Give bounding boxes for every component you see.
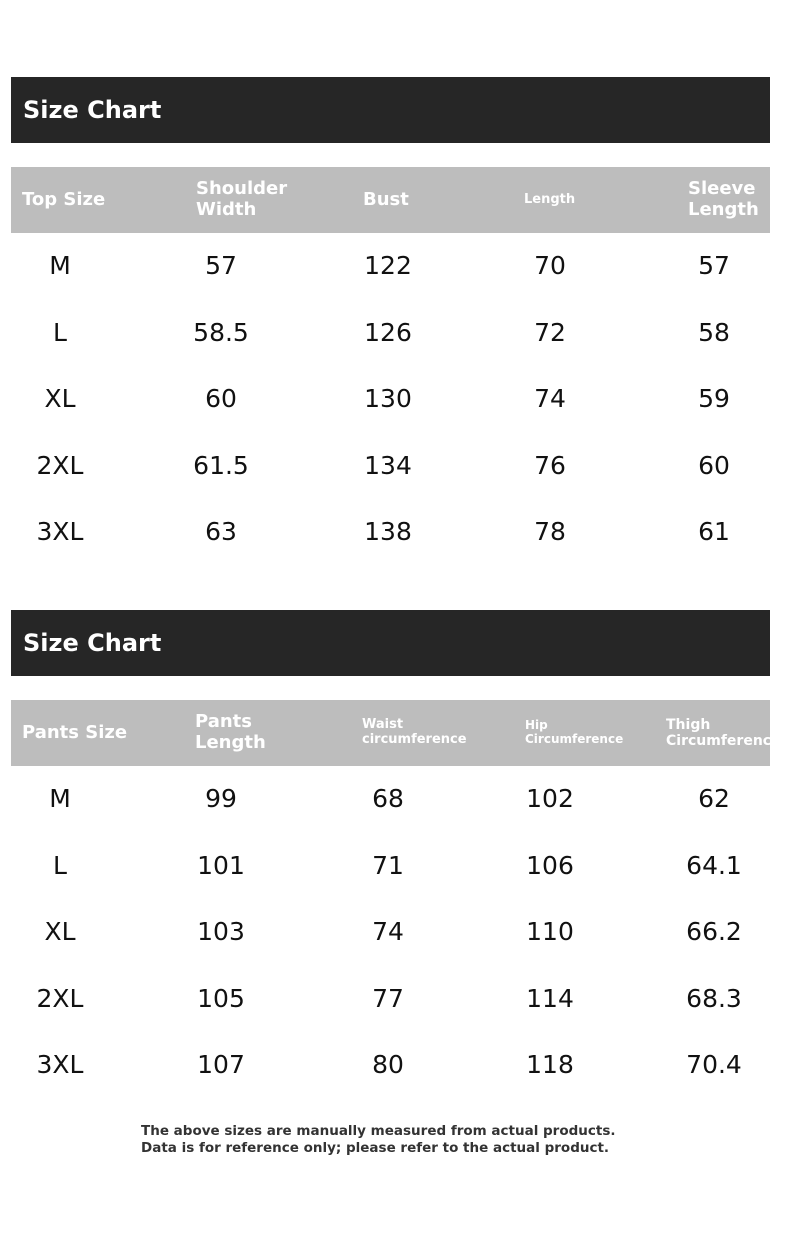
top-cell-sleeve-length: 60 — [698, 450, 730, 480]
pants-cell-waist: 68 — [372, 784, 404, 813]
top-cell-shoulder-width: 58.5 — [193, 317, 249, 347]
pants-header-thigh: Thigh Circumference — [666, 716, 781, 749]
top-cell-length: 72 — [534, 317, 566, 347]
pants-header-waist: Waist circumference — [362, 717, 467, 747]
top-cell-sleeve-length: 57 — [698, 251, 730, 280]
table-row — [11, 233, 770, 299]
top-cell-length: 78 — [534, 517, 566, 546]
pants-cell-thigh: 62 — [698, 784, 730, 813]
table-row — [11, 833, 770, 899]
pants-cell-thigh: 70.4 — [686, 1050, 742, 1079]
pants-cell-waist: 71 — [372, 850, 404, 880]
table-row — [11, 1032, 770, 1098]
pants-cell-size: XL — [44, 917, 76, 946]
top-cell-bust: 138 — [364, 517, 412, 546]
table-row — [11, 966, 770, 1032]
table-row — [11, 366, 770, 432]
top-cell-shoulder-width: 63 — [205, 517, 237, 546]
top-cell-size: 3XL — [36, 517, 84, 546]
pants-cell-size: 3XL — [36, 1050, 84, 1079]
top-cell-length: 76 — [534, 450, 566, 480]
top-size-chart-banner — [11, 77, 770, 143]
pants-cell-hip: 114 — [526, 983, 574, 1013]
top-header-size: Top Size — [22, 188, 106, 210]
top-cell-sleeve-length: 59 — [698, 384, 730, 413]
top-header-sleeve-length: Sleeve Length — [688, 178, 759, 220]
top-table-header — [11, 167, 770, 233]
top-cell-bust: 134 — [364, 450, 412, 480]
table-row — [11, 766, 770, 832]
table-row — [11, 499, 770, 565]
note-line-2: Data is for reference only; please refer to the actual product. — [141, 1140, 610, 1156]
pants-cell-thigh: 66.2 — [686, 917, 742, 946]
top-cell-shoulder-width: 60 — [205, 384, 237, 413]
pants-cell-waist: 80 — [372, 1050, 404, 1079]
pants-cell-waist: 77 — [372, 983, 404, 1013]
top-cell-length: 74 — [534, 384, 566, 413]
top-cell-shoulder-width: 57 — [205, 251, 237, 280]
top-header-length: Length — [524, 191, 576, 207]
table-row — [11, 300, 770, 366]
pants-cell-waist: 74 — [372, 917, 404, 946]
top-cell-length: 70 — [534, 251, 566, 280]
pants-table-header — [11, 700, 781, 766]
top-cell-shoulder-width: 61.5 — [193, 450, 249, 480]
top-cell-bust: 126 — [364, 317, 412, 347]
pants-cell-length: 103 — [197, 917, 245, 946]
top-cell-bust: 130 — [364, 384, 412, 413]
pants-cell-hip: 110 — [526, 917, 574, 946]
pants-header-size: Pants Size — [22, 721, 128, 743]
top-cell-size: L — [53, 317, 67, 347]
top-cell-sleeve-length: 58 — [698, 317, 730, 347]
top-header-bust: Bust — [363, 188, 409, 210]
pants-cell-size: M — [49, 784, 71, 813]
measurement-note — [141, 1123, 616, 1157]
pants-cell-hip: 102 — [526, 784, 574, 813]
table-row — [11, 433, 770, 499]
top-cell-sleeve-length: 61 — [698, 517, 730, 546]
pants-header-hip: Hip Circumference — [525, 718, 624, 746]
pants-size-chart-title: Size Chart — [23, 629, 162, 657]
pants-cell-length: 107 — [197, 1050, 245, 1079]
top-cell-size: M — [49, 251, 71, 280]
pants-cell-length: 105 — [197, 983, 245, 1013]
pants-cell-size: 2XL — [36, 983, 84, 1013]
pants-cell-length: 101 — [197, 850, 245, 880]
pants-cell-thigh: 68.3 — [686, 983, 742, 1013]
table-row — [11, 899, 770, 965]
top-header-shoulder-width: Shoulder Width — [196, 178, 288, 220]
pants-cell-size: L — [53, 850, 67, 880]
pants-cell-hip: 106 — [526, 850, 574, 880]
note-line-1: The above sizes are manually measured from actual products. — [141, 1123, 616, 1139]
top-cell-size: XL — [44, 384, 76, 413]
pants-cell-thigh: 64.1 — [686, 850, 742, 880]
top-cell-size: 2XL — [36, 450, 84, 480]
pants-header-pants-length: Pants Length — [195, 711, 266, 753]
pants-cell-hip: 118 — [526, 1050, 574, 1079]
pants-cell-length: 99 — [205, 784, 237, 813]
pants-size-chart-banner — [11, 610, 770, 676]
top-size-chart-title: Size Chart — [23, 96, 162, 124]
top-cell-bust: 122 — [364, 251, 412, 280]
